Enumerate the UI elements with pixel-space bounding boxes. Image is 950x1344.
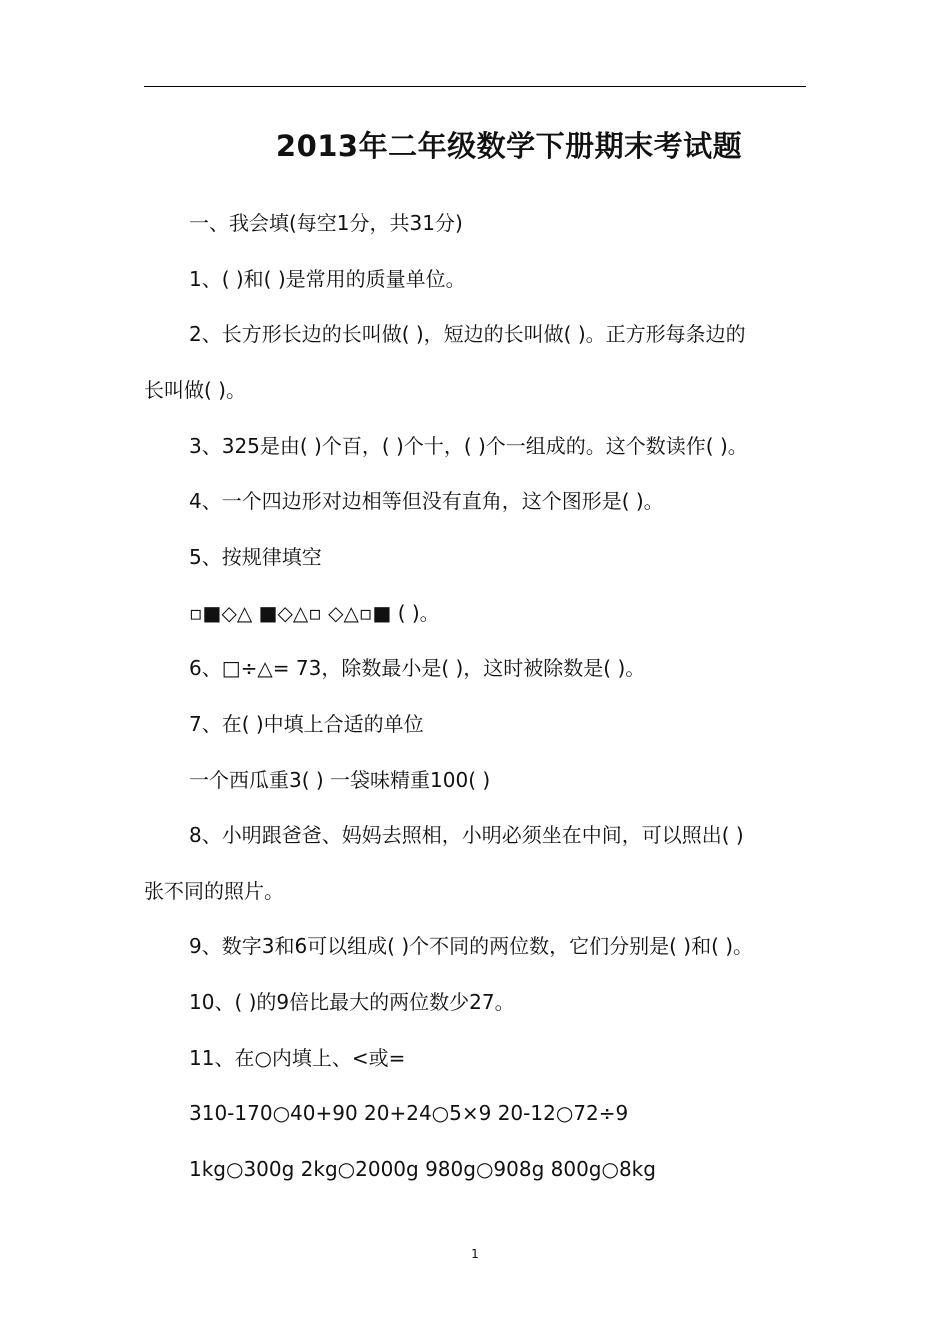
page-number: 1 (471, 1247, 479, 1261)
page-title: 2013年二年级数学下册期末考试题 (275, 129, 743, 163)
question-2: 2、长方形长边的长叫做( )，短边的长叫做( )。正方形每条边的 (189, 322, 746, 346)
question-11-row-2: 1kg○300g 2kg○2000g 980g○908g 800g○8kg (189, 1157, 656, 1181)
question-8-continued: 张不同的照片。 (144, 879, 284, 903)
question-11-row-1: 310-170○40+90 20+24○5×9 20-12○72÷9 (189, 1101, 629, 1125)
question-5-pattern: ▫■◇△ ■◇△▫ ◇△▫■ ( )。 (189, 601, 440, 625)
question-4: 4、一个四边形对边相等但没有直角，这个图形是( )。 (189, 489, 664, 513)
question-9: 9、数字3和6可以组成( )个不同的两位数，它们分别是( )和( )。 (189, 934, 754, 958)
question-8: 8、小明跟爸爸、妈妈去照相，小明必须坐在中间，可以照出( ) (189, 823, 744, 847)
question-10: 10、( )的9倍比最大的两位数少27。 (189, 990, 515, 1014)
question-11: 11、在○内填上、<或= (189, 1046, 406, 1070)
question-5: 5、按规律填空 (189, 545, 322, 569)
question-2-continued: 长叫做( )。 (144, 378, 246, 402)
question-3: 3、325是由( )个百，( )个十，( )个一组成的。这个数读作( )。 (189, 434, 748, 458)
question-7: 7、在( )中填上合适的单位 (189, 712, 424, 736)
question-1: 1、( )和( )是常用的质量单位。 (189, 267, 466, 291)
section-heading: 一、我会填(每空1分，共31分) (189, 211, 463, 235)
header-rule (144, 86, 806, 87)
question-6: 6、□÷△= 73，除数最小是( )，这时被除数是( )。 (189, 656, 646, 680)
question-7-items: 一个西瓜重3( ) 一袋味精重100( ) (189, 768, 491, 792)
